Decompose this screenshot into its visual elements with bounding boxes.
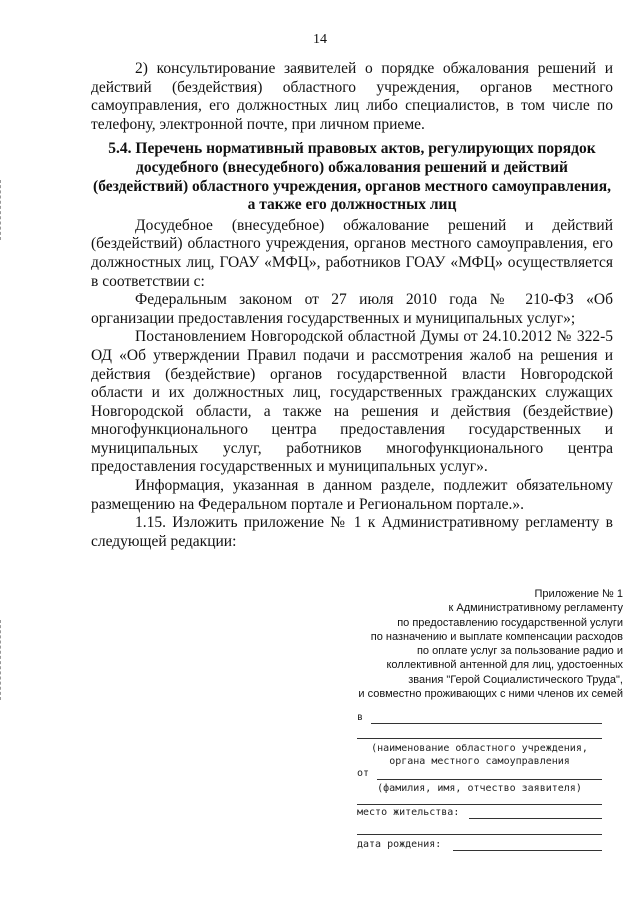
form-row-recipient [357, 712, 602, 728]
applicant-note: (фамилия, имя, отчество заявителя) [377, 783, 582, 794]
section-heading: 5.4. Перечень нормативный правовых актов, регулирующих порядок досудебного (внесудебного) обжалования решений и действий (бездействий) областного учреждения, органов местного самоуправления, а также его должностных лиц [93, 140, 611, 214]
paragraph-regional-decree: Постановлением Новгородской областной Думы от 24.10.2012 № 322-5 ОД «Об утверждении Правил подачи и рассмотрения жалоб на решения и действия (бездействие) органов государственной власти Новгородской области и их должностных лиц, государственных гражданских служащих Новгородской области, а также на решения и действия (бездействие) многофункционального центра предоставления государственных и муниципальных услуг, работников многофункционального центра предоставления государственных и муниципальных услуг». [91, 328, 613, 476]
applicant-label: от [357, 768, 370, 779]
form-row-residence [357, 807, 602, 823]
residence-label: место жительства: [357, 807, 460, 818]
recipient-note-line: (наименование областного учреждения, [371, 743, 588, 754]
appendix-line: коллективной антенной для лиц, удостоенных [386, 659, 623, 672]
form-row-recipient-2 [357, 728, 602, 742]
appendix-line: по оплате услуг за пользование радио и [416, 645, 623, 658]
form-row-blank [357, 795, 602, 807]
paragraph-appeal: Досудебное (внесудебное) обжалование решений и действий (бездействий) областного учреждения, органов местного самоуправления, его должностных лиц, ГОАУ «МФЦ», работников ГОАУ «МФЦ» осуществляется в соответствии с: [91, 216, 613, 290]
recipient-line-2 [357, 738, 602, 739]
page-number: 14 [313, 32, 327, 47]
recipient-note-line: органа местного самоуправления [389, 756, 570, 767]
scan-edge-mark [0, 620, 5, 700]
recipient-line [371, 723, 602, 724]
paragraph-federal-law: Федеральным законом от 27 июля 2010 года № 210-ФЗ «Об организации предоставления государственных и муниципальных услуг»; [91, 291, 613, 327]
recipient-label: в [357, 712, 364, 723]
appendix-line: к Административному регламенту [448, 602, 623, 615]
appendix-line: по назначению и выплате компенсации расходов [370, 630, 623, 643]
appendix-header [203, 587, 623, 701]
form-row-birthdate [357, 839, 602, 855]
appendix-line: Приложение № 1 [534, 588, 623, 600]
application-form [357, 712, 602, 855]
paragraph-amendment: 1.15. Изложить приложение № 1 к Административному регламенту в следующей редакции: [91, 514, 613, 550]
birthdate-line [453, 850, 602, 851]
appendix-line: и совместно проживающих с ними членов их семей [358, 688, 623, 701]
document-body [91, 60, 613, 551]
applicant-line [377, 779, 602, 780]
form-row-applicant [357, 768, 602, 782]
appendix-line: звания "Герой Социалистического Труда", [408, 673, 623, 686]
appendix-line: по предоставлению государственной услуги [397, 616, 623, 629]
birthdate-label: дата рождения: [357, 839, 442, 850]
scan-edge-mark [0, 180, 5, 240]
residence-line [469, 818, 602, 819]
applicant-line-2 [357, 804, 602, 805]
residence-line-2 [357, 834, 602, 835]
paragraph-consulting: 2) консультирование заявителей о порядке обжалования решений и действий (бездействия) областного учреждения, органов местного самоуправления, его должностных лиц либо специалистов, в том числе по телефону, электронной почте, при личном приеме. [91, 60, 613, 133]
paragraph-information: Информация, указанная в данном разделе, подлежит обязательному размещению на Федеральном портале и Региональном портале.». [91, 477, 613, 513]
recipient-note [357, 742, 602, 768]
form-row-residence-2 [357, 823, 602, 839]
